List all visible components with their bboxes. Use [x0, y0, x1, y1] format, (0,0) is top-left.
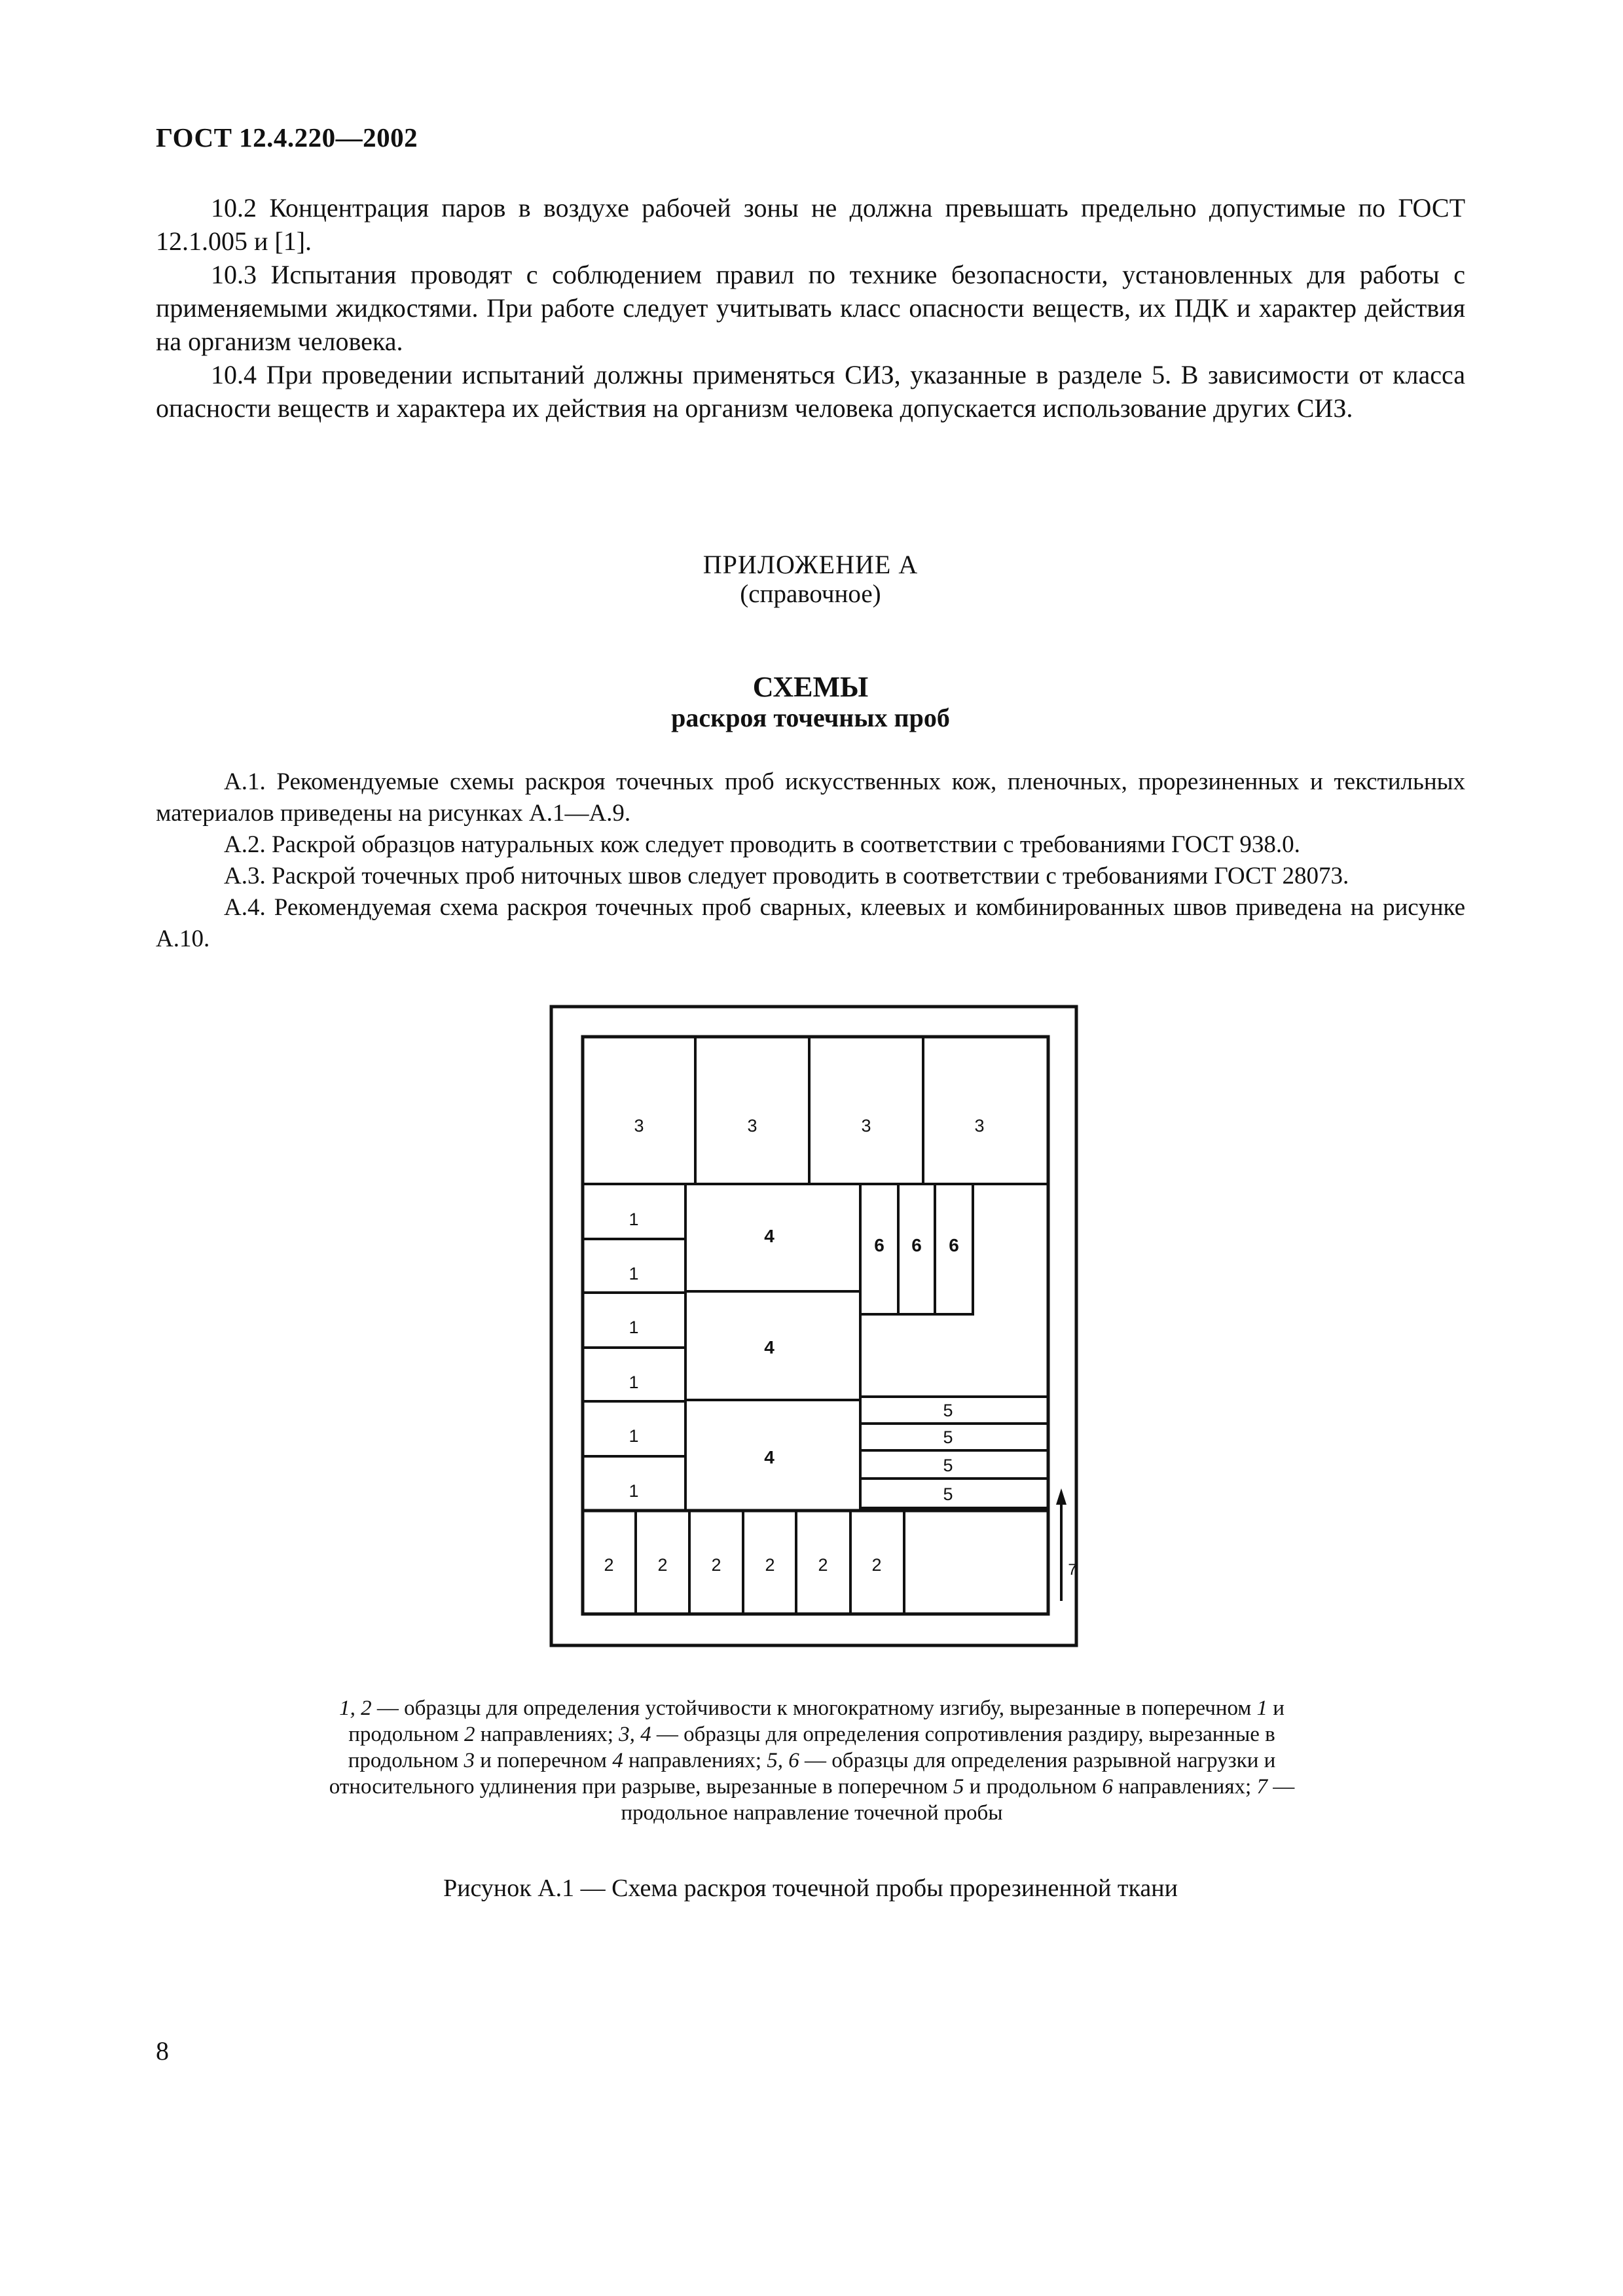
sample-label-2: 2 — [818, 1555, 828, 1575]
samples-3-row — [583, 1037, 1048, 1184]
figure-caption: Рисунок А.1 — Схема раскроя точечной пробы прорезиненной ткани — [443, 1874, 1178, 1902]
sample-label-5: 5 — [943, 1401, 953, 1420]
appendix-text — [156, 766, 1465, 955]
sample-label-3: 3 — [861, 1116, 871, 1136]
section-10-text — [156, 191, 1465, 425]
sample-label-2: 2 — [657, 1555, 668, 1575]
samples-5-stack — [860, 1397, 1048, 1508]
schemes-subtitle: раскроя точечных проб — [671, 703, 950, 732]
schemes-title: СХЕМЫ — [752, 671, 869, 703]
paragraph-a3: А.3. Раскрой точечных проб ниточных швов следует проводить в соответствии с требованиями ГОСТ 28073. — [224, 863, 1349, 889]
sample-label-6: 6 — [949, 1235, 959, 1255]
page-number: 8 — [156, 2036, 169, 2066]
direction-arrow-icon — [1056, 1488, 1067, 1601]
standard-header: ГОСТ 12.4.220—2002 — [156, 122, 418, 152]
sample-label-2: 2 — [765, 1555, 775, 1575]
sample-label-1: 1 — [629, 1264, 639, 1283]
sample-label-4: 4 — [764, 1447, 775, 1467]
sample-label-6: 6 — [874, 1235, 884, 1255]
cutting-scheme-figure — [549, 1004, 1079, 1655]
paragraph-10-4: 10.4 При проведении испытаний должны применяться СИЗ, указанные в разделе 5. В зависимости от класса опасности веществ и характера их действия на организм человека допускается использование других СИЗ. — [156, 360, 1465, 423]
sample-label-2: 2 — [871, 1555, 882, 1575]
appendix-subtitle: (справочное) — [740, 580, 881, 608]
sample-label-5: 5 — [943, 1484, 953, 1504]
paragraph-10-3: 10.3 Испытания проводят с соблюдением правил по технике безопасности, установленных для работы с применяемыми жидкостями. При работе следует учитывать класс опасности веществ, их ПДК и характер действия на организм человека. — [156, 260, 1465, 356]
sample-label-4: 4 — [764, 1337, 775, 1357]
sample-label-5: 5 — [943, 1427, 953, 1447]
samples-1-column — [583, 1184, 685, 1511]
sample-label-3: 3 — [974, 1116, 985, 1136]
sample-label-2: 2 — [711, 1555, 721, 1575]
sample-label-3: 3 — [747, 1116, 757, 1136]
sample-label-3: 3 — [634, 1116, 644, 1136]
sample-label-2: 2 — [604, 1555, 614, 1575]
appendix-title: ПРИЛОЖЕНИЕ А — [702, 550, 919, 579]
paragraph-10-2: 10.2 Концентрация паров в воздухе рабочей зоны не должна превышать предельно допустимые по ГОСТ 12.1.005 и [1]. — [156, 193, 1465, 256]
sample-label-4: 4 — [764, 1226, 775, 1246]
sample-label-1: 1 — [629, 1426, 639, 1446]
sample-label-1: 1 — [629, 1372, 639, 1392]
paragraph-a4: А.4. Рекомендуемая схема раскроя точечных проб сварных, клеевых и комбинированных швов приведена на рисунке А.10. — [156, 894, 1465, 952]
figure-legend: 1, 2 — образцы для определения устойчивости к многократному изгибу, вырезанные в поперечном 1 и продольном 2 направлениях; 3, 4 — образцы для определения сопротивления раздиру, вырезанные в продольном 3 и поперечном 4 направлениях; 5, 6 — образцы для определения разрывной нагрузки и относительного удлинения при разрыве, вырезанные в поперечном 5 и продольном 6 направлениях; 7 — продольное направление точечной пробы — [329, 1696, 1295, 1825]
arrow-label-7: 7 — [1068, 1561, 1077, 1579]
sample-label-5: 5 — [943, 1456, 953, 1475]
paragraph-a1: А.1. Рекомендуемые схемы раскроя точечных проб искусственных кож, пленочных, прорезиненных и текстильных материалов приведены на рисунках А.1—А.9. — [156, 768, 1465, 827]
sample-label-1: 1 — [629, 1318, 639, 1337]
samples-2-row — [583, 1511, 904, 1614]
sample-label-1: 1 — [629, 1481, 639, 1501]
sample-label-1: 1 — [629, 1210, 639, 1229]
paragraph-a2: А.2. Раскрой образцов натуральных кож следует проводить в соответствии с требованиями ГОСТ 938.0. — [224, 831, 1300, 858]
sample-label-6: 6 — [911, 1235, 922, 1255]
